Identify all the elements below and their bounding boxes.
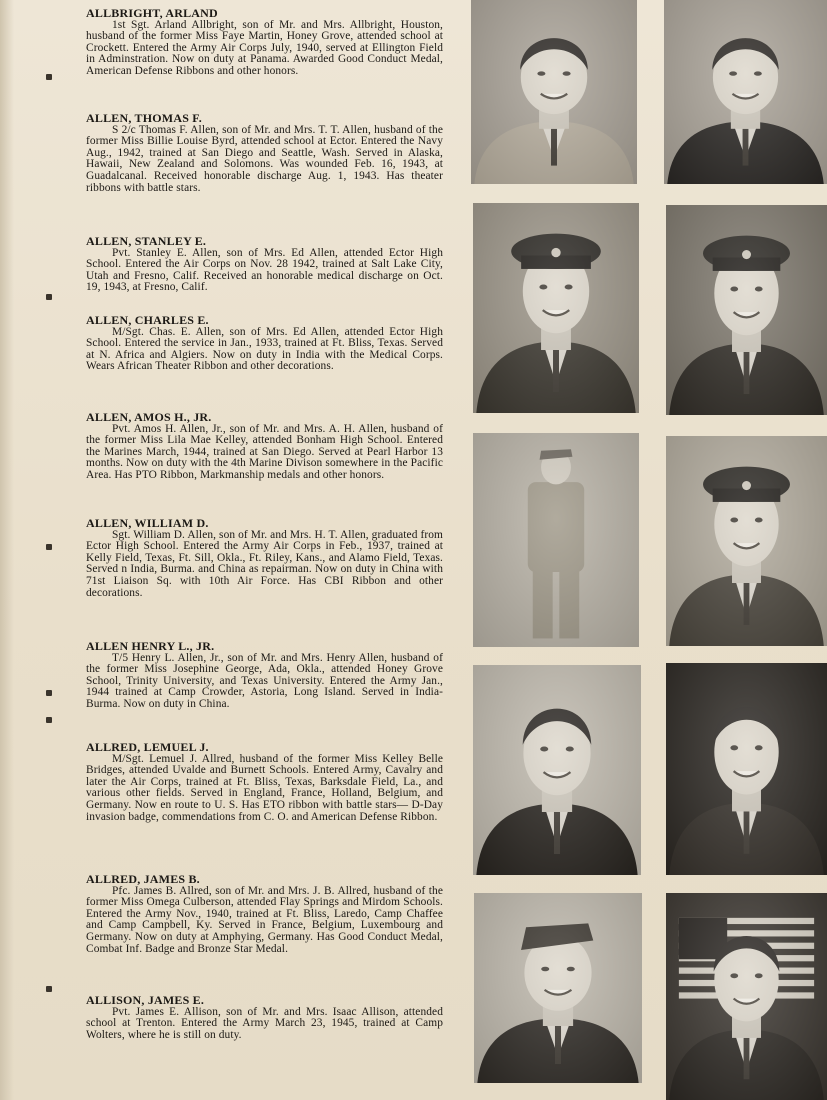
photo-shading [473, 665, 641, 875]
margin-bullet [46, 294, 52, 300]
photo-allen-charles [666, 205, 827, 415]
entry-biography: Pvt. Stanley E. Allen, son of Mrs. Ed Allen, attended Ector High School. Entered the Air Corps on Nov. 28 1942, trained at Salt Lake City, Utah and Fresno, Calif. Received an honorable medical discharge on Oct. 19, 1943, at Fresno, Calif. [86, 246, 443, 294]
photo-allen-stanley [473, 203, 639, 413]
entry-name: ALLISON, JAMES E. [86, 993, 205, 1007]
photo-shading [666, 205, 827, 415]
entry-name: ALLEN, CHARLES E. [86, 313, 209, 327]
margin-bullet [46, 544, 52, 550]
entry-allison-james [86, 994, 443, 1041]
entry-biography: Pfc. James B. Allred, son of Mr. and Mrs. J. B. Allred, husband of the former Miss Omega Culberson, attended Flay Springs and Mirdom Schools. Entered the Army Nov., 1940, trained at Ft. Bliss, Laredo, Camp Chaffee and Camp Campbell, Ky. Served in France, Belgium, Luxembourg and Germany. Now on duty at Amphying, Germany. Has Good Conduct Medal, Combat Inf. Badge and Bronze Star Medal. [86, 884, 443, 955]
entry-allen-amos [86, 411, 443, 482]
entry-allen-henry [86, 640, 443, 711]
entry-biography: Pvt. Amos H. Allen, Jr., son of Mr. and Mrs. A. H. Allen, husband of the former Miss Lila Mae Kelley, attended Bonham High School. Entered the Marines March, 1944, trained at San Diego. Served at Pearl Harbor 13 months. Now on duty with the 4th Marine Divison somewhere in the Pacific Area. Has PTO Ribbon, Markmanship medals and other honors. [86, 422, 443, 481]
photo-shading [666, 436, 827, 646]
entry-allen-stanley [86, 235, 443, 294]
entry-name: ALLEN, WILLIAM D. [86, 516, 209, 530]
entry-allred-james [86, 873, 443, 955]
margin-bullet [46, 74, 52, 80]
entry-allred-lemuel [86, 741, 443, 823]
entry-biography: S 2/c Thomas F. Allen, son of Mr. and Mrs. T. T. Allen, husband of the former Miss Billie Louise Byrd, attended school at Ector. Entered the Navy Aug., 1942, trained at San Diego and Seattle, Wash. Served in Alaska, Hawaii, New Zealand and Solomons. Was wounded Feb. 16, 1943, at Guadalcanal. Received honorable discharge Aug. 1, 1943. Has theater ribbons with battle stars. [86, 123, 443, 194]
entry-name: ALLRED, JAMES B. [86, 872, 200, 886]
photo-allen-amos [473, 433, 639, 647]
photo-shading [664, 0, 827, 184]
entry-allen-thomas [86, 112, 443, 194]
entry-name: ALLEN, AMOS H., JR. [86, 410, 212, 424]
entry-biography: Sgt. William D. Allen, son of Mr. and Mrs. H. T. Allen, graduated from Ector High School. Entered the Army Air Corps in Feb., 1937, trained at Kelly Field, Texas, Ft. Sill, Okla., Ft. Riley, Kans., and Alamo Field, Texas. Served n India, Burma. and China as repairman. Now on duty in China with 71st Liaison Sq. with 10th Air Force. Has CBI Ribbon and other decorations. [86, 528, 443, 599]
entry-allen-charles [86, 314, 443, 373]
entry-name: ALLRED, LEMUEL J. [86, 740, 209, 754]
margin-bullet [46, 986, 52, 992]
photo-allred-lemuel [666, 663, 827, 875]
entry-biography: M/Sgt. Lemuel J. Allred, husband of the former Miss Kelley Belle Bridges, attended Uvalde and Burnett Schools. Entered Army, Cavalry and later the Air Corps, trained at Ft. Bliss, Texas, Barksdale Field, La., and various other fields. Served in England, France, Holland, Belgium, and Germany. Now en route to U. S. Has ETO ribbon with battle stars— D-Day invasion badge, commendations from C. O. and American Defense Ribbon. [86, 752, 443, 823]
photo-shading [473, 433, 639, 647]
photo-allen-henry [473, 665, 641, 875]
entry-biography: M/Sgt. Chas. E. Allen, son of Mrs. Ed Allen, attended Ector High School. Entered the service in Jan., 1933, trained at Ft. Bliss, Texas. Served at N. Africa and Algiers. Now on duty in India with the Medical Corps. Wears African Theater Ribbon and other decorations. [86, 325, 443, 373]
photo-shading [666, 893, 827, 1100]
entry-biography: 1st Sgt. Arland Allbright, son of Mr. and Mrs. Allbright, Houston, husband of the former Miss Faye Martin, Honey Grove, attended school at Crockett. Entered the Army Air Corps July, 1940, served at Ellington Field in Adminstration. Now on duty at Panama. Awarded Good Conduct Medal, American Defense Ribbons and other honors. [86, 18, 443, 77]
photo-shading [471, 0, 637, 184]
photo-shading [473, 203, 639, 413]
entry-biography: Pvt. James E. Allison, son of Mr. and Mrs. Isaac Allison, attended school at Trenton. Entered the Army March 23, 1945, trained at Camp Wolters, where he is still on duty. [86, 1005, 443, 1041]
entry-allen-william [86, 517, 443, 599]
entry-name: ALLEN, STANLEY E. [86, 234, 207, 248]
entry-name: ALLEN, THOMAS F. [86, 111, 202, 125]
photo-allison-james [666, 893, 827, 1100]
photo-allen-william [666, 436, 827, 646]
photo-allbright-arland [471, 0, 637, 184]
photo-allred-james [474, 893, 642, 1083]
margin-bullet [46, 690, 52, 696]
photo-shading [666, 663, 827, 875]
photo-allen-thomas [664, 0, 827, 184]
entry-name: ALLEN HENRY L., JR. [86, 639, 215, 653]
entry-name: ALLBRIGHT, ARLAND [86, 6, 218, 20]
margin-bullet [46, 717, 52, 723]
photo-shading [474, 893, 642, 1083]
entry-allbright-arland [86, 7, 443, 78]
margin-bullets [0, 0, 40, 1100]
entry-biography: T/5 Henry L. Allen, Jr., son of Mr. and Mrs. Henry Allen, husband of the former Miss Josephine George, Ada, Okla., attended Honey Grove School, Trinity University, and Texas University. Entered the Army Jan., 1944 trained at Camp Crowder, Astoria, Long Island. Served in India-Burma. Now on duty in China. [86, 651, 443, 710]
